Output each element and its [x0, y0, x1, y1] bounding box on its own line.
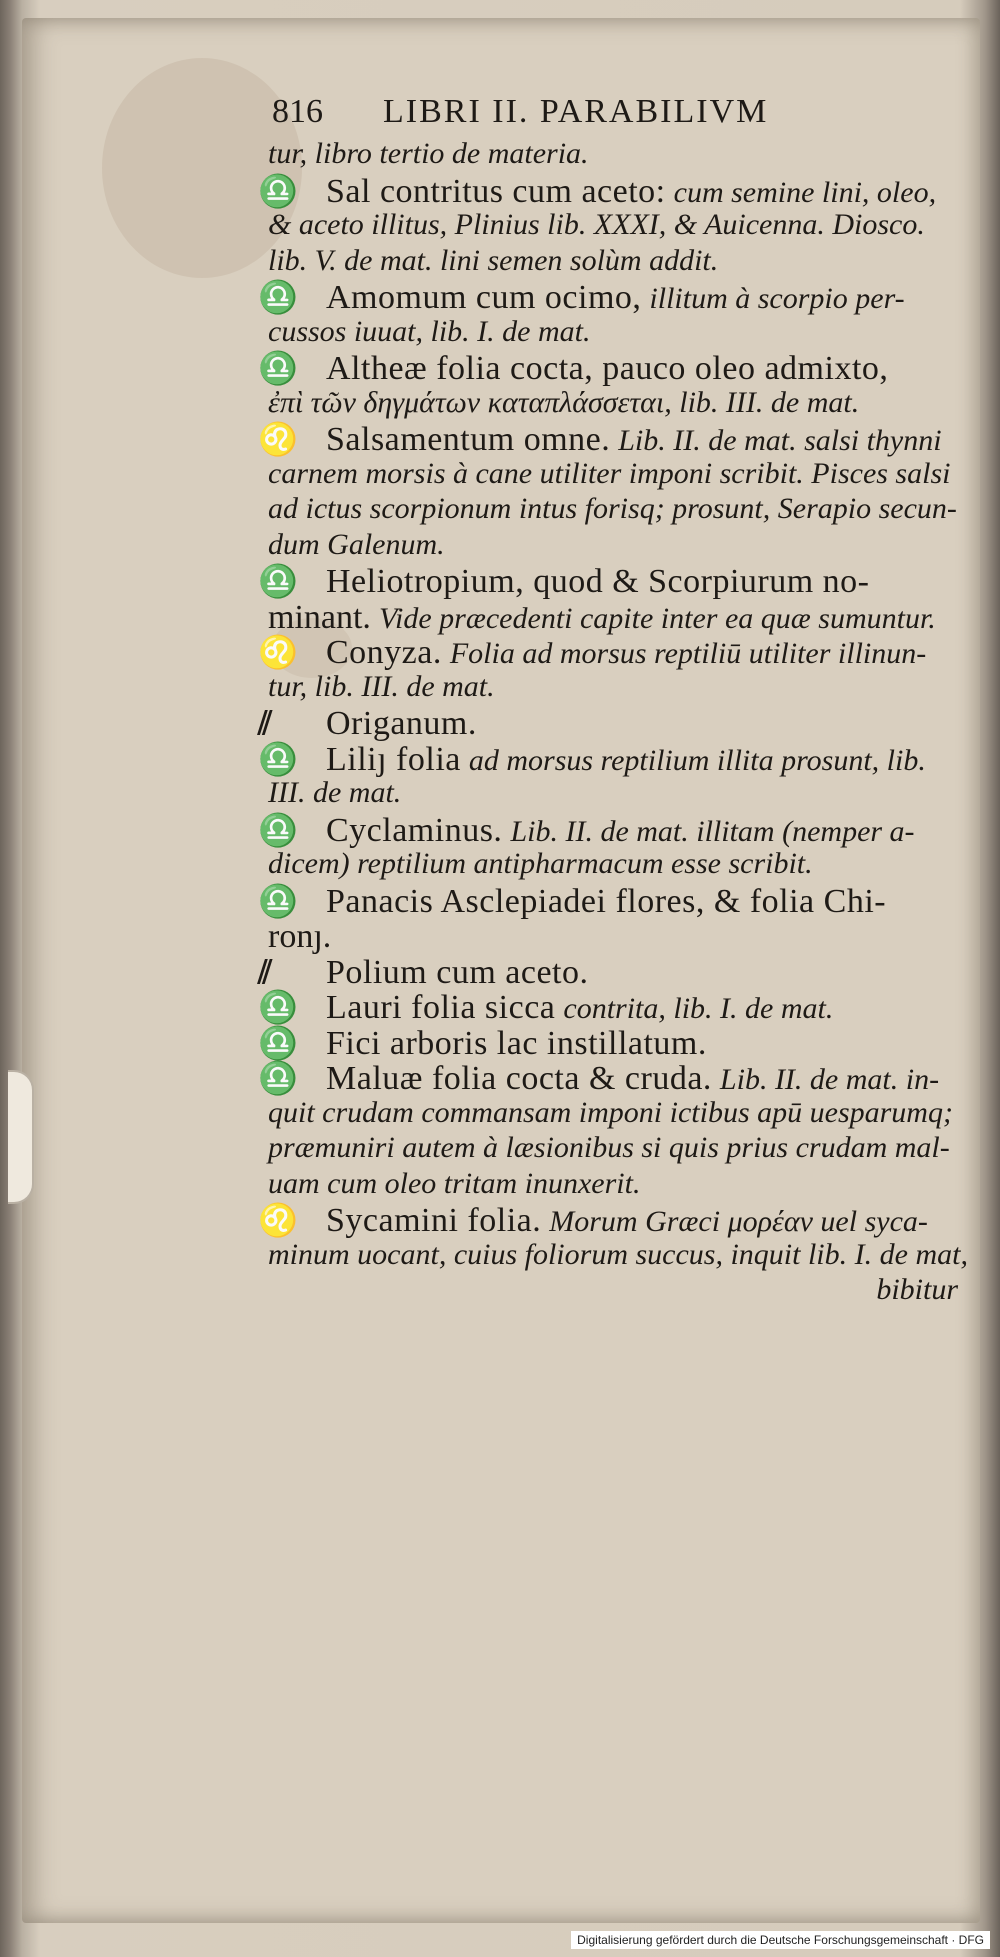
text-line — [268, 1166, 968, 1205]
text-line — [268, 920, 968, 956]
text-line — [258, 420, 968, 459]
catchword-line — [268, 1275, 968, 1311]
text-line — [258, 810, 968, 850]
entry-heading: Maluæ folia cocta & cruda. — [326, 1060, 712, 1097]
text-line — [268, 598, 968, 637]
entry-text: ad ictus scorpionum intus forisq; prosunt, Serapio secun- — [268, 492, 957, 525]
entry-heading: Amomum cum ocimo, — [326, 279, 642, 316]
entry-heading: Sycamini folia. — [326, 1202, 542, 1239]
text-line — [268, 314, 968, 353]
text-line — [268, 1237, 968, 1276]
text-lines — [258, 137, 968, 1275]
entry-text: ἐπὶ τῶν δηγμάτων καταπλάσσεται, lib. III. de mat. — [268, 385, 860, 419]
entry-text: Lib. II. de mat. in- — [719, 1063, 940, 1096]
text-line — [258, 1023, 968, 1063]
marginal-symbol-icon: ♌ — [258, 633, 298, 671]
entry-text: Morum Græci μορέαν uel syca- — [549, 1205, 928, 1238]
entry-text: dum Galenum. — [268, 527, 445, 561]
text-line — [258, 633, 968, 672]
entry-heading: ronȷ. — [268, 918, 332, 955]
entry-heading: Lauri folia sicca — [326, 989, 556, 1026]
entry-heading: Salsamentum omne. — [326, 421, 611, 458]
page-text — [258, 93, 968, 1311]
text-line — [258, 704, 968, 743]
running-header — [272, 95, 968, 139]
text-line — [258, 171, 968, 211]
text-line — [268, 139, 968, 175]
text-line — [268, 243, 968, 282]
text-line — [268, 849, 968, 885]
text-line — [268, 456, 968, 495]
entry-text: ad morsus reptilium illita prosunt, lib. — [468, 743, 926, 777]
entry-heading: Polium cum aceto. — [326, 953, 589, 991]
entry-heading: Conyza. — [326, 634, 442, 671]
entry-text: III. de mat. — [268, 776, 402, 809]
text-line — [268, 1133, 968, 1169]
entry-heading: minant. — [268, 598, 371, 636]
entry-text: tur, lib. III. de mat. — [268, 669, 495, 703]
entry-text: & aceto illitus, Plinius lib. XXXI, & Auicenna. Diosco. — [268, 208, 925, 241]
text-line — [258, 952, 968, 992]
marginal-symbol-icon: ♎ — [258, 988, 298, 1026]
entry-text: contrita, lib. I. de mat. — [563, 992, 834, 1025]
marginal-symbol-icon: ♎ — [258, 810, 298, 849]
marginal-symbol-icon: ♌ — [258, 1201, 298, 1239]
marginal-symbol-icon: ♎ — [258, 562, 298, 600]
text-line — [258, 1201, 968, 1240]
entry-heading: Panacis Asclepiadei flores, & folia Chi- — [326, 882, 887, 920]
text-line — [268, 1095, 968, 1134]
entry-text: tur, libro tertio de materia. — [268, 137, 589, 170]
text-line — [258, 1059, 968, 1098]
entry-text: carnem morsis à cane utiliter imponi scribit. Pisces salsi — [268, 456, 951, 490]
text-line — [268, 385, 968, 424]
entry-text: cussos iuuat, lib. I. de mat. — [268, 314, 591, 348]
text-line — [258, 562, 968, 601]
entry-heading: Heliotropium, quod & Scorpiurum no- — [326, 563, 870, 600]
entry-text: lib. V. de mat. lini semen solùm addit. — [268, 243, 719, 277]
text-line — [268, 778, 968, 814]
entry-text: uam cum oleo tritam inunxerit. — [268, 1166, 641, 1200]
page-number: 816 — [272, 93, 323, 130]
marginal-symbol-icon: ⫽ — [258, 704, 273, 742]
entry-text: illitum à scorpio per- — [649, 282, 905, 315]
marginal-symbol-icon: ♎ — [258, 1023, 298, 1062]
entry-text: quit crudam commansam imponi ictibus apū uesparumq; — [268, 1095, 953, 1129]
entry-text: Folia ad morsus reptiliū utiliter illinun- — [449, 637, 927, 670]
marginal-symbol-icon: ♎ — [258, 881, 298, 920]
entry-heading: Altheæ folia cocta, pauco oleo admixto, — [326, 350, 889, 387]
entry-text: minum uocant, cuius foliorum succus, inquit lib. I. de mat, — [268, 1237, 968, 1271]
marginal-symbol-icon: ♎ — [258, 349, 298, 387]
entry-heading: Cyclaminus. — [326, 811, 503, 849]
text-line — [268, 494, 968, 530]
marginal-symbol-icon: ♎ — [258, 171, 298, 210]
entry-text: Lib. II. de mat. illitam (nemper a- — [510, 814, 915, 848]
entry-text: dicem) reptilium antipharmacum esse scribit. — [268, 847, 813, 880]
page-clip — [8, 1070, 34, 1204]
text-line — [268, 527, 968, 566]
entry-heading: Liliȷ folia — [326, 740, 461, 778]
marginal-symbol-icon: ♌ — [258, 420, 298, 458]
text-line — [258, 349, 968, 388]
text-line — [258, 881, 968, 921]
running-title: LIBRI II. PARABILIVM — [383, 93, 769, 130]
entry-heading: Fici arboris lac instillatum. — [326, 1024, 707, 1062]
text-line — [268, 669, 968, 708]
digitization-credit: Digitalisierung gefördert durch die Deutsche Forschungsgemeinschaft · DFG — [571, 1931, 990, 1949]
entry-text: Lib. II. de mat. salsi thynni — [618, 424, 942, 457]
text-line — [268, 210, 968, 246]
text-line — [258, 988, 968, 1027]
marginal-symbol-icon: ⫽ — [258, 952, 273, 991]
marginal-symbol-icon: ♎ — [258, 739, 298, 778]
text-line — [258, 278, 968, 317]
entry-text: præmuniri autem à læsionibus si quis prius crudam mal- — [268, 1131, 950, 1164]
marginal-symbol-icon: ♎ — [258, 278, 298, 316]
entry-text: cum semine lini, oleo, — [673, 175, 937, 209]
catchword: bibitur — [876, 1273, 958, 1306]
entry-heading: Origanum. — [326, 705, 477, 742]
text-line — [258, 739, 968, 779]
entry-text: Vide præcedenti capite inter ea quæ sumuntur. — [378, 601, 936, 635]
marginal-symbol-icon: ♎ — [258, 1059, 298, 1097]
entry-heading: Sal contritus cum aceto: — [326, 172, 666, 210]
